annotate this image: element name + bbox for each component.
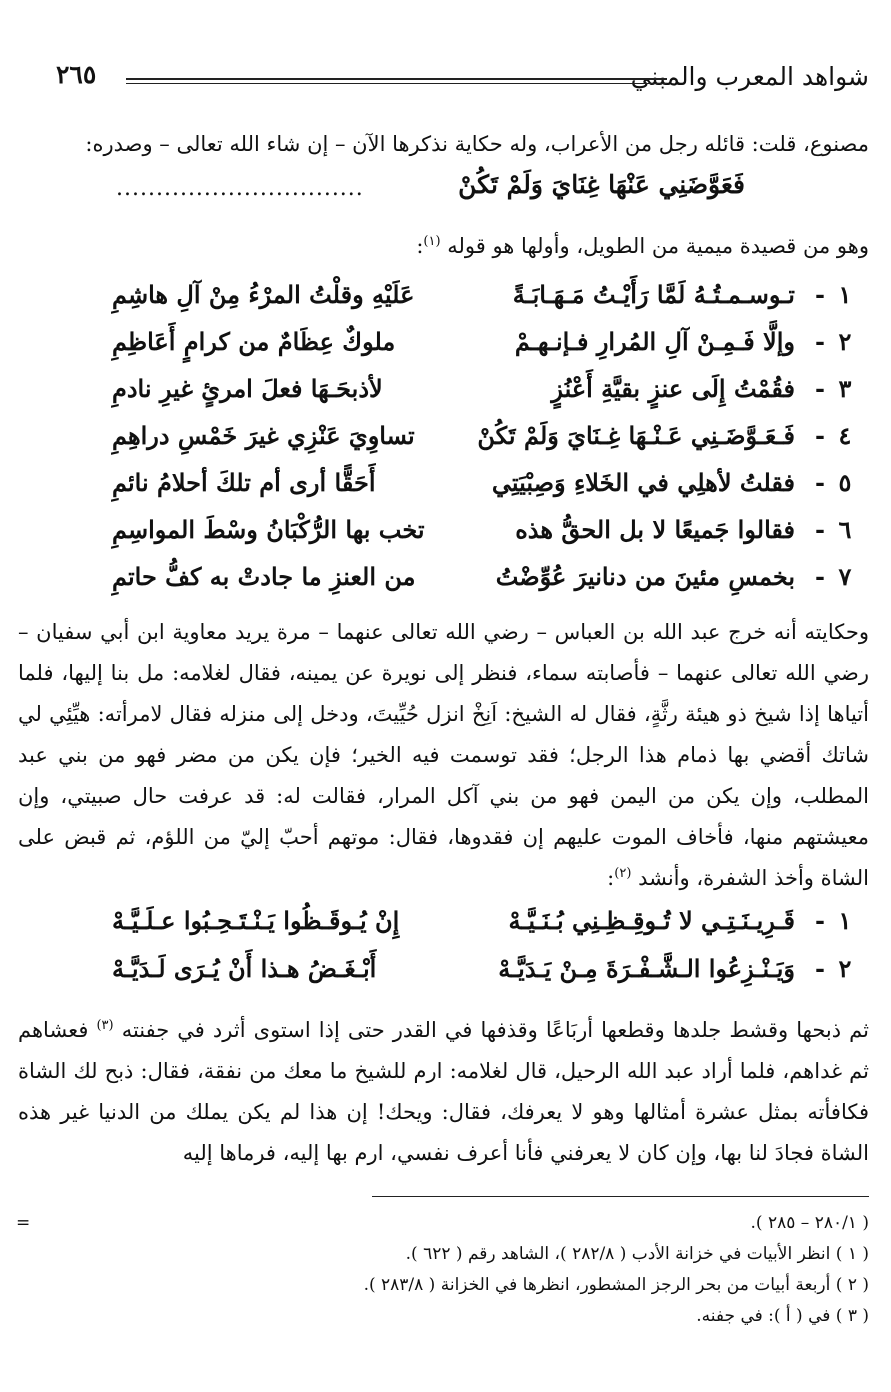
verse-line: ٦ - فقالوا جَميعًا لا بل الحقُّ هذه تخب بها الرُّكْبَانُ وسْطَ المواسِمِ <box>0 515 891 565</box>
footnote-rule <box>372 1196 869 1197</box>
verse-line: ١ - تـوسـمـتُـهُ لَمَّا رَأَيْـتُ مَـهَـابَـةً عَلَيْهِ وقلْتُ المرْءُ مِنْ آلِ هاشِمِ <box>0 280 891 330</box>
footnote-ref-3: (٣) <box>96 1018 114 1033</box>
verse-number: ١ <box>838 906 852 935</box>
verse-line: ٤ - فَـعَـوَّضَـنِي عَـنْـهَا غِـنَايَ وَلَمْ تَكُنْ تساوِيَ عَنْزِي غيرَ خَمْسِ دراهِمِ <box>0 421 891 471</box>
verse-first-hemistich: فَـعَـوَّضَـنِي عَـنْـهَا غِـنَايَ وَلَمْ تَكُنْ <box>477 421 795 450</box>
verse-number: ٥ <box>838 468 852 497</box>
verse-first-hemistich: فقُمْتُ إِلَى عنزٍ بقيَّةِ أَعْنُزٍ <box>551 374 795 403</box>
verse-number: ٤ <box>838 421 852 450</box>
book-title: شواهد المعرب والمبني <box>630 62 869 91</box>
verse-second-hemistich: إِنْ يُـوقَـظُوا يَـنْـتَـحِـبُوا عـلَـيَّـهْ <box>112 906 400 935</box>
page-number: ٢٦٥ <box>56 60 97 89</box>
page-header <box>56 58 869 98</box>
verse-first-hemistich: بخمسِ مئينَ من دنانيرَ عُوِّضْتُ <box>495 562 795 591</box>
verse-line: ٣ - فقُمْتُ إِلَى عنزٍ بقيَّةِ أَعْنُزٍ لأذبحَـهَا فعلَ امرئٍ غيرِ نادمِ <box>0 374 891 424</box>
verse-second-hemistich: ملوكٌ عِظَامٌ من كرامٍ أَعَاظِمِ <box>112 327 396 356</box>
footnotes <box>18 1208 869 1332</box>
verse-first-hemistich: وإلَّا فَـمِـنْ آلِ المُرارِ فـإنـهـمْ <box>514 327 795 356</box>
ending-paragraph <box>18 1010 869 1174</box>
verse-first-hemistich: فقالوا جَميعًا لا بل الحقُّ هذه <box>515 515 795 544</box>
verse-number: ٢ <box>838 954 852 983</box>
verse-first-hemistich: قَـرِيـنَـتِـي لا تُـوقِـظِـنِي بُـنَـيَّـهْ <box>508 906 795 935</box>
verse-line: ٧ - بخمسِ مئينَ من دنانيرَ عُوِّضْتُ من العنزِ ما جادتْ به كفُّ حاتمِ <box>0 562 891 612</box>
verse-first-hemistich: تـوسـمـتُـهُ لَمَّا رَأَيْـتُ مَـهَـابَـةً <box>512 280 795 309</box>
story-paragraph: وحكايته أنه خرج عبد الله بن العباس – رضي الله تعالى عنهما – مرة يريد معاوية ابن أبي سفيان – رضي الله تعالى عنهما – فأصابته سماء، فنظر إلى نويرة عن يمينه، فقال لغلامه: مل بنا إليها، فلما أتياها إذا شيخ ذو هيئة رثَّةٍ، فقال له الشيخ: اَنِخْ انزل حُيِّيتَ، ودخل إلى منزله فقال لامرأته: هيِّئِي لي شاتك أقضي بها ذمام هذا الرجل؛ فقد توسمت فيه الخير؛ فإن يكن من مضر فهو من بني عبد المطلب، وإن يكن من اليمن فهو من بني آكل المرار، فقالت له: قد عرفت حال صبيتي، وإن معيشتهم منها، فأخاف الموت عليهم إن فقدوها، فقال: موتهم أحبّ إليّ من اللؤم، ثم قبض على الشاة وأخذ الشفرة، وأنشد $^{(٢)}$: <box>18 620 869 890</box>
verse-second-hemistich: أَبْـغَـضُ هـذا أَنْ يُـرَى لَـدَيَّـهْ <box>112 954 377 983</box>
poem-intro: وهو من قصيدة ميمية من الطويل، وأولها هو قوله $^{(١)}$: <box>416 234 869 258</box>
verse-number: ٦ <box>838 515 852 544</box>
footnote-1: ( ١ ) انظر الأبيات في خزانة الأدب ( ٢٨٢/٨ )، الشاهد رقم ( ٦٢٢ ). <box>405 1244 869 1264</box>
verse-line: ٢ - وإلَّا فَـمِـنْ آلِ المُرارِ فـإنـهـمْ ملوكٌ عِظَامٌ من كرامٍ أَعَاظِمِ <box>0 327 891 377</box>
footnote-continuation: ( ٢٨٠/١ – ٢٨٥ ). <box>750 1213 869 1233</box>
intro-paragraph <box>18 124 869 165</box>
footnote-ref-2: (٢) <box>614 866 632 881</box>
story-text: وحكايته أنه خرج عبد الله بن العباس – رضي الله تعالى عنهما – مرة يريد معاوية ابن أبي سفيان – رضي الله تعالى عنهما – فأصابته سماء، فنظر إلى نويرة عن يمينه، فقال لغلامه: مل بنا إليها، فلما أتياها إذا شيخ ذو هيئة رثَّةٍ، فقال له الشيخ: اَنِخْ انزل حُيِّيتَ، ودخل إلى منزله فقال لامرأته: هيِّئِي لي شاتك أقضي بها ذمام هذا الرجل؛ فقد توسمت فيه الخير؛ فإن يكن من مضر فهو من بني عبد المطلب، وإن يكن من اليمن فهو من بني آكل المرار، فقالت له: قد عرفت حال صبيتي، وإن معيشتهم منها، فأخاف الموت عليهم إن فقدوها، فقال: موتهم أحبّ إليّ من اللؤم، ثم قبض على الشاة وأخذ الشفرة، وأنشد <box>18 620 869 890</box>
verse-number: ١ <box>838 280 852 309</box>
ending-text: ثم ذبحها وقشط جلدها وقطعها أربَاعًا وقذفها في القدر حتى إذا استوى أثرد في جفنته <box>121 1018 869 1042</box>
header-rule <box>126 78 667 84</box>
hemistich-dots: ............................... <box>116 176 364 201</box>
verse-second-hemistich: عَلَيْهِ وقلْتُ المرْءُ مِنْ آلِ هاشِمِ <box>112 280 415 309</box>
quoted-hemistich: فَعَوَّضَنِي عَنْهَا غِنَايَ وَلَمْ تَكُنْ <box>458 170 745 199</box>
verse-number: ٢ <box>838 327 852 356</box>
verse-second-hemistich: تخب بها الرُّكْبَانُ وسْطَ المواسِمِ <box>112 515 425 544</box>
verse-line: ١ - قَـرِيـنَـتِـي لا تُـوقِـظِـنِي بُـنَـيَّـهْ إِنْ يُـوقَـظُوا يَـنْـتَـحِـبُوا عـلَـيَّـهْ <box>0 906 891 956</box>
verse-second-hemistich: من العنزِ ما جادتْ به كفُّ حاتمِ <box>112 562 416 591</box>
verse-line: ٥ - فقلتُ لأهلِي في الخَلاءِ وَصِبْيَتِي أَحَقًّا أرى أم تلكَ أحلامُ نائمِ <box>0 468 891 518</box>
verse-second-hemistich: لأذبحَـهَا فعلَ امرئٍ غيرِ نادمِ <box>112 374 383 403</box>
verse-first-hemistich: وَيَـنْـزِعُوا الـشَّـفْـرَةَ مِـنْ يَـدَيَّـهْ <box>498 954 795 983</box>
verse-first-hemistich: فقلتُ لأهلِي في الخَلاءِ وَصِبْيَتِي <box>491 468 795 497</box>
footnote-ref-1: (١) <box>423 234 441 249</box>
verse-second-hemistich: تساوِيَ عَنْزِي غيرَ خَمْسِ دراهِمِ <box>112 421 415 450</box>
footnote-2: ( ٢ ) أربعة أبيات من بحر الرجز المشطور، انظرها في الخزانة ( ٢٨٣/٨ ). <box>363 1275 869 1295</box>
footnote-3: ( ٣ ) في ( أ ): في جفنه. <box>696 1306 869 1326</box>
verse-number: ٣ <box>838 374 852 403</box>
poem-intro-text: وهو من قصيدة ميمية من الطويل، وأولها هو قوله <box>447 234 869 258</box>
verse-second-hemistich: أَحَقًّا أرى أم تلكَ أحلامُ نائمِ <box>112 468 376 497</box>
verse-number: ٧ <box>838 562 852 591</box>
footnote-continuation-mark: = <box>16 1213 31 1233</box>
intro-text: مصنوع، قلت: قائله رجل من الأعراب، وله حكاية نذكرها الآن – إن شاء الله تعالى – وصدره: <box>85 132 869 156</box>
ending-text-rest: فعشاهم ثم غداهم، فلما أراد عبد الله الرحيل، قال لغلامه: ارم للشيخ ما معك من نفقة، فقال: ذبح لك الشاة فكافأته بمثل عشرة أمثالها وهو لا يعرفك، فقال: ويحك! إن هذا لم يكن يملك من الدنيا غير هذه الشاة فجادَ لنا بها، وإن كان لا يعرفني فأنا أعرف نفسي، ارم بها إليه، فرماها إليه <box>18 1018 869 1165</box>
verse-line: ٢ - وَيَـنْـزِعُوا الـشَّـفْـرَةَ مِـنْ يَـدَيَّـهْ أَبْـغَـضُ هـذا أَنْ يُـرَى لَـدَيَّـهْ <box>0 954 891 1004</box>
